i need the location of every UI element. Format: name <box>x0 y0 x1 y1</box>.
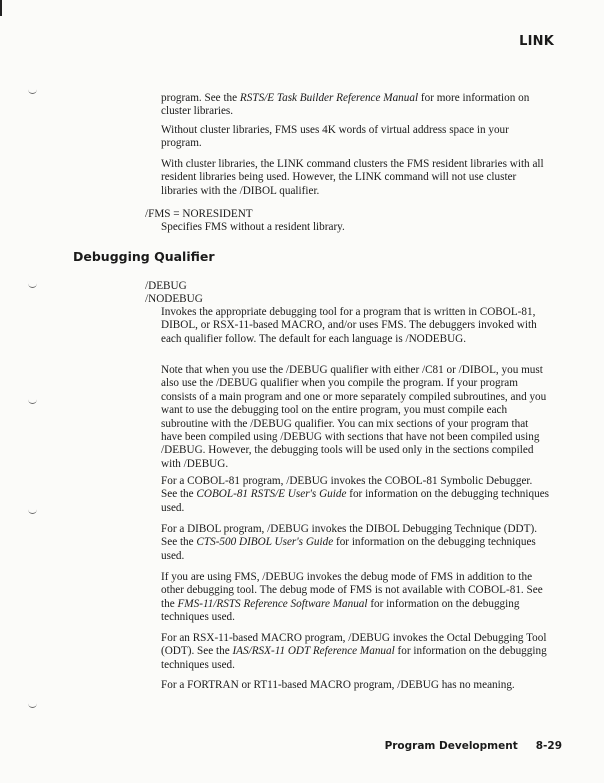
paragraph-rsx-macro: For an RSX-11-based MACRO program, /DEBUG invokes the Octal Debugging Tool (ODT). See the IAS/RSX-11 ODT Reference Manual for information on the debugging techniques used. <box>161 632 547 671</box>
page-edge-mark <box>0 0 2 16</box>
manual-title: IAS/RSX-11 ODT Reference Manual <box>232 645 395 658</box>
qualifier-term-debug: /DEBUG <box>145 280 187 292</box>
paragraph-debug-intro: Invokes the appropriate debugging tool for a program that is written in COBOL-81, DIBOL, or RSX-11-based MACRO, and/or uses FMS. The debuggers invoked with each qualifier follow. The default for each language is /NODEBUG. <box>161 306 537 345</box>
manual-title: FMS-11/RSTS Reference Software Manual <box>177 597 368 610</box>
page-number: 8-29 <box>535 740 562 752</box>
paragraph-dibol: For a DIBOL program, /DEBUG invokes the DIBOL Debugging Technique (DDT). See the CTS-500 DIBOL User's Guide for information on the debugging techniques used. <box>161 523 537 562</box>
punch-hole-mark <box>28 88 37 94</box>
paragraph-cobol: For a COBOL-81 program, /DEBUG invokes the COBOL-81 Symbolic Debugger. See the COBOL-81 RSTS/E User's Guide for information on the debugging techniques used. <box>161 475 550 514</box>
qualifier-term-nodebug: /NODEBUG <box>145 293 203 305</box>
punch-hole-mark <box>28 508 37 514</box>
manual-title: RSTS/E Task Builder Reference Manual <box>239 92 419 104</box>
paragraph-cluster-libraries: program. See the RSTS/E Task Builder Reference Manual for more information on cluster libraries. <box>161 92 530 118</box>
manual-title: CTS-500 DIBOL User's Guide <box>196 536 334 549</box>
section-heading: Debugging Qualifier <box>73 249 215 264</box>
page-footer <box>385 740 562 752</box>
paragraph-fortran: For a FORTRAN or RT11-based MACRO program, /DEBUG has no meaning. <box>161 679 515 691</box>
running-head: LINK <box>519 34 554 49</box>
punch-hole-mark <box>28 282 37 288</box>
qualifier-desc-fms: Specifies FMS without a resident library. <box>161 221 345 233</box>
paragraph-no-cluster: Without cluster libraries, FMS uses 4K words of virtual address space in your program. <box>161 124 509 150</box>
paragraph-fms-debug: If you are using FMS, /DEBUG invokes the debug mode of FMS in addition to the other debugging tool. The debug mode of FMS is not available with COBOL-81. See the FMS-11/RSTS Reference Software Manual for information on the debugging techniques used. <box>161 571 543 624</box>
paragraph-with-cluster: With cluster libraries, the LINK command clusters the FMS resident libraries with all resident libraries being used. However, the LINK command will not use cluster libraries with the /DIBOL qualifier. <box>161 158 544 197</box>
footer-section: Program Development <box>384 740 518 752</box>
punch-hole-mark <box>28 398 37 404</box>
punch-hole-mark <box>28 702 37 708</box>
manual-title: COBOL-81 RSTS/E User's Guide <box>196 488 347 501</box>
paragraph-debug-note: Note that when you use the /DEBUG qualifier with either /C81 or /DIBOL, you must also use the /DEBUG qualifier when you compile the program. If your program consists of a main program and one or more separately compiled subroutines, and you want to use the debugging tool on the entire program, you must compile each subroutine with the /DEBUG qualifier. You can mix sections of your program that have been compiled using /DEBUG with sections that have not been compiled using /DEBUG. However, the debugging tools will be used only in the sections compiled with /DEBUG. <box>161 364 547 470</box>
qualifier-term-fms: /FMS = NORESIDENT <box>145 208 253 220</box>
